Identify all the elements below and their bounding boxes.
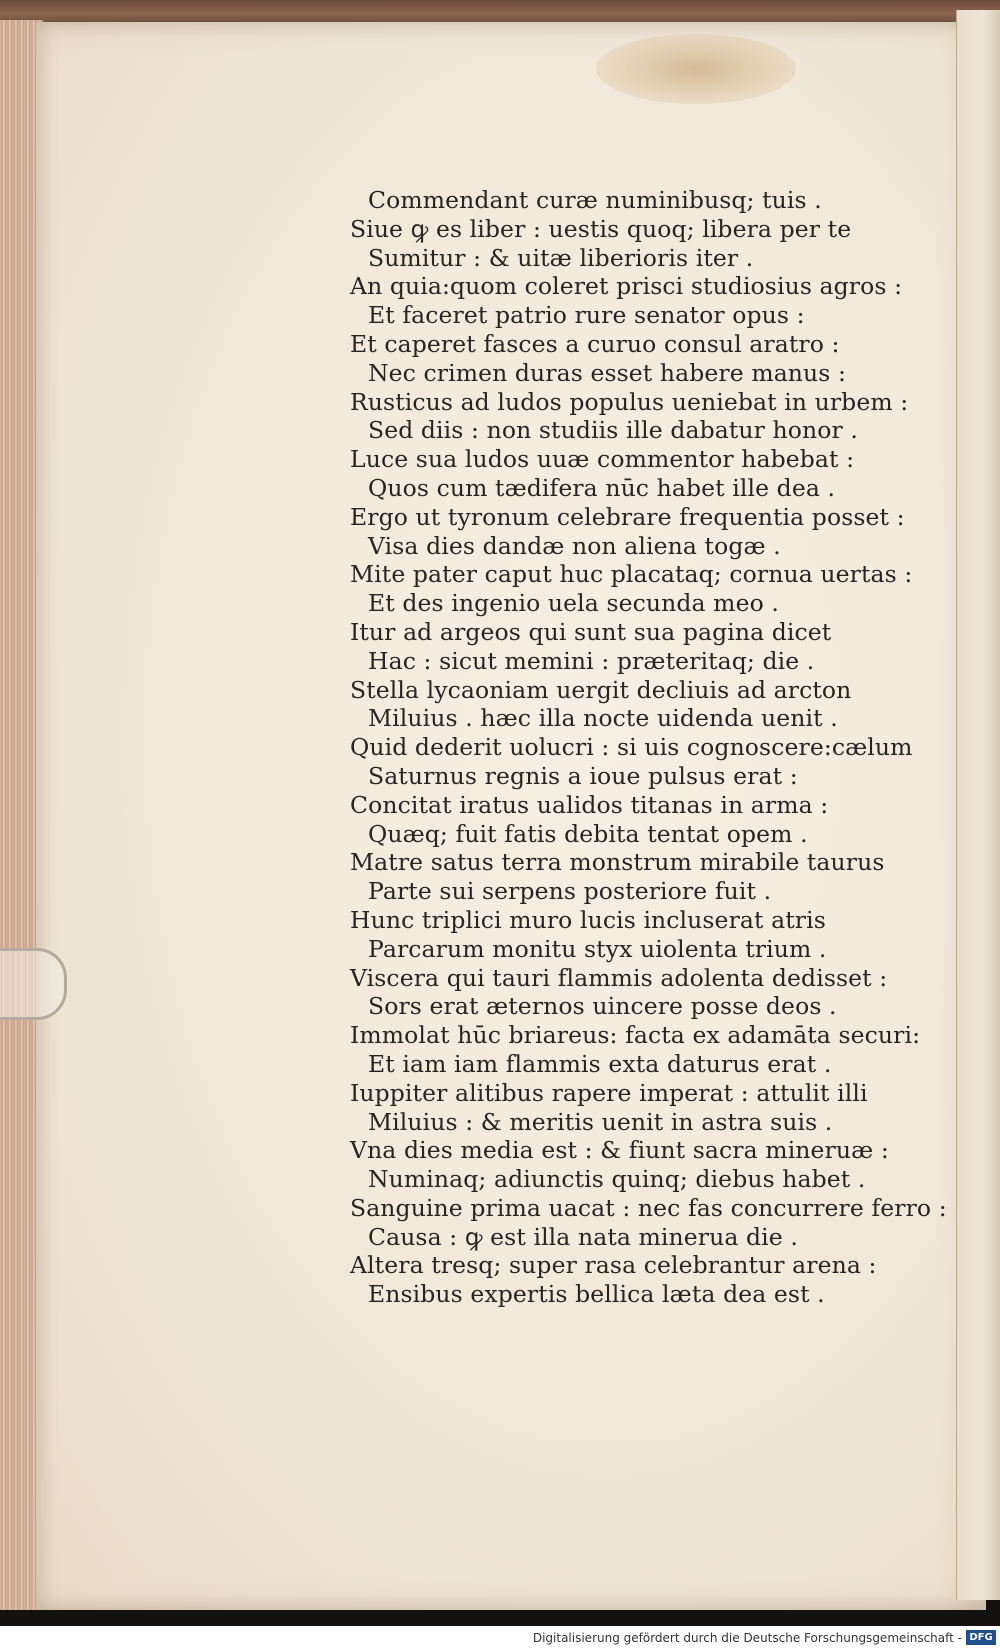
verse-line: Ergo ut tyronum celebrare frequentia posset : <box>350 502 905 531</box>
verse-line: Causa : ꝙ est illa nata minerua die . <box>368 1222 798 1251</box>
verse-line: Mite pater caput huc placataq; cornua uertas : <box>350 560 913 589</box>
verse-line: Hunc triplici muro lucis incluserat atris <box>350 905 826 934</box>
verse-text-block <box>350 186 947 1309</box>
verse-line: Stella lycaoniam uergit decliuis ad arcton <box>350 675 852 704</box>
verse-line: Hac : sicut memini : præteritaq; die . <box>368 646 815 675</box>
verse-line: Sors erat æternos uincere posse deos . <box>368 992 837 1021</box>
verse-line: Miluius . hæc illa nocte uidenda uenit . <box>368 704 838 733</box>
verse-line: Quæq; fuit fatis debita tentat opem . <box>368 819 808 848</box>
verse-line: Sanguine prima uacat : nec fas concurrere ferro : <box>350 1193 947 1222</box>
verse-line: Et faceret patrio rure senator opus : <box>368 301 805 330</box>
verse-line: Et caperet fasces a curuo consul aratro : <box>350 329 840 358</box>
verse-line: Ensibus expertis bellica læta dea est . <box>368 1280 825 1309</box>
verse-line: Quid dederit uolucri : si uis cognoscere:cælum <box>350 733 913 762</box>
verse-line: Sed diis : non studiis ille dabatur honor . <box>368 416 858 445</box>
verse-line: Altera tresq; super rasa celebrantur arena : <box>350 1251 877 1280</box>
verse-line: Matre satus terra monstrum mirabile taurus <box>350 848 885 877</box>
verse-line: Miluius : & meritis uenit in astra suis . <box>368 1107 833 1136</box>
verse-line: Nec crimen duras esset habere manus : <box>368 358 847 387</box>
water-stain <box>596 34 796 104</box>
verse-line: An quia:quom coleret prisci studiosius agros : <box>350 272 903 301</box>
paper-tab-marker <box>0 948 67 1020</box>
dfg-logo: DFG <box>966 1630 996 1645</box>
verse-line: Numinaq; adiunctis quinq; diebus habet . <box>368 1165 866 1194</box>
verse-line: Visa dies dandæ non aliena togæ . <box>368 531 781 560</box>
verse-line: Siue ꝙ es liber : uestis quoq; libera per te <box>350 214 852 243</box>
verse-line: Commendant curæ numinibusq; tuis . <box>368 186 822 214</box>
facing-page-edge <box>956 10 1000 1600</box>
verse-line: Et iam iam flammis exta daturus erat . <box>368 1049 832 1078</box>
verse-line: Parte sui serpens posteriore fuit . <box>368 877 772 906</box>
verse-line: Luce sua ludos uuæ commentor habebat : <box>350 445 855 474</box>
verse-line: Concitat iratus ualidos titanas in arma : <box>350 790 829 819</box>
verse-line: Immolat hūc briareus: facta ex adamāta securi: <box>350 1021 921 1050</box>
verse-line: Iuppiter alitibus rapere imperat : attulit illi <box>350 1078 868 1107</box>
footer-credit: Digitalisierung gefördert durch die Deutsche Forschungsgemeinschaft - <box>532 1631 962 1645</box>
verse-line: Vna dies media est : & fiunt sacra mineruæ : <box>350 1136 889 1165</box>
verse-line: Rusticus ad ludos populus ueniebat in urbem : <box>350 387 909 416</box>
verse-line: Itur ad argeos qui sunt sua pagina dicet <box>350 617 832 646</box>
verse-line: Viscera qui tauri flammis adolenta dedisset : <box>350 963 888 992</box>
verse-line: Parcarum monitu styx uiolenta trium . <box>368 934 827 963</box>
verse-line: Et des ingenio uela secunda meo . <box>368 589 779 618</box>
verse-line: Quos cum tædifera nūc habet ille dea . <box>368 473 836 502</box>
verse-line: Sumitur : & uitæ liberioris iter . <box>368 243 754 272</box>
verse-line: Saturnus regnis a ioue pulsus erat : <box>368 761 798 790</box>
